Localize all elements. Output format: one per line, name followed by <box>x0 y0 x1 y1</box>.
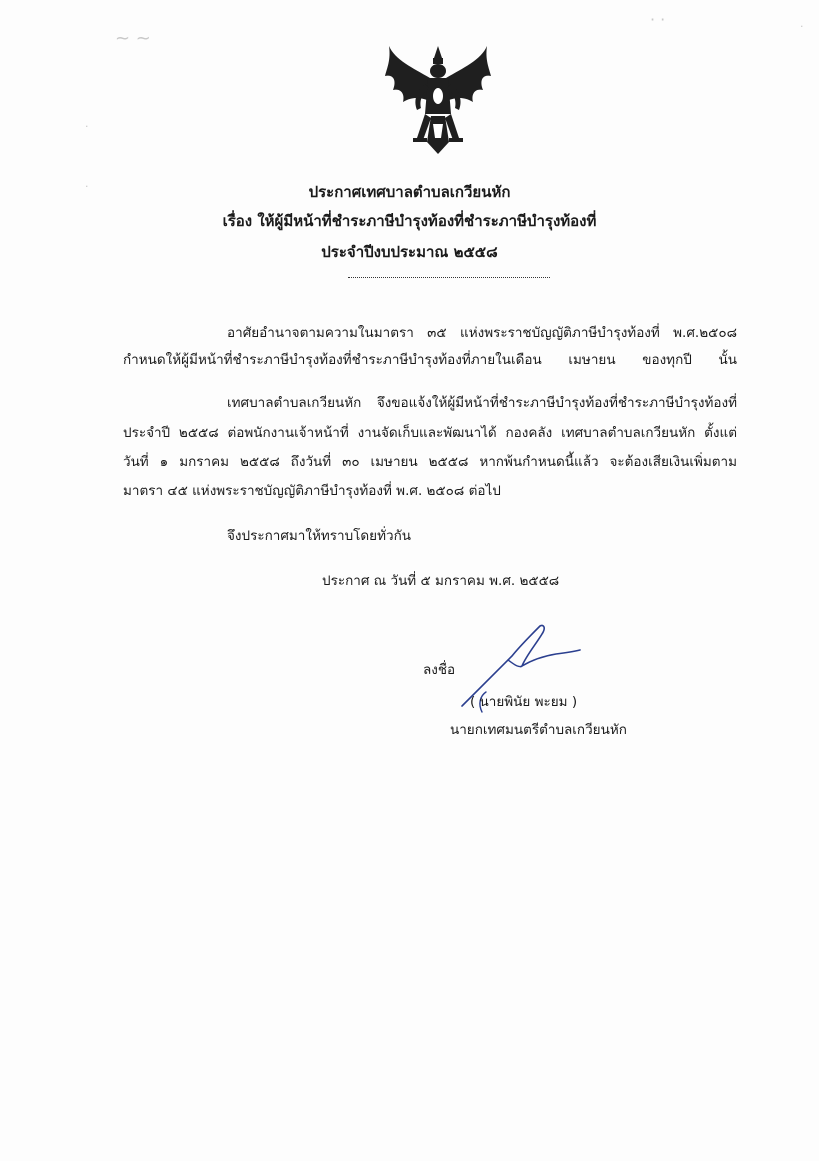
scan-artifact: · <box>800 20 804 33</box>
announcement-date: ประกาศ ณ วันที่ ๕ มกราคม พ.ศ. ๒๕๕๘ <box>322 573 560 589</box>
para2-line4: มาตรา ๔๕ แห่งพระราชบัญญัติภาษีบำรุงท้องที่ พ.ศ. ๒๕๐๘ ต่อไป <box>123 483 501 499</box>
scan-artifact: ~ ~ <box>115 28 151 49</box>
signatory-name: ( นายพินัย พะยม ) <box>470 694 578 710</box>
announcement-title: ประกาศเทศบาลตำบลเกวียนหัก <box>308 183 511 201</box>
scan-artifact: · <box>85 180 89 193</box>
para2-line2: ประจำปี ๒๕๕๘ ต่อพนักงานเจ้าหน้าที่ งานจัดเก็บและพัฒนาได้ กองคลัง เทศบาลตำบลเกวียนหัก ตั้งแต่ <box>123 425 737 441</box>
para2-line3: วันที่ ๑ มกราคม ๒๕๕๘ ถึงวันที่ ๓๐ เมษายน ๒๕๕๘ หากพ้นกำหนดนี้แล้ว จะต้องเสียเงินเพิ่มตาม <box>123 454 737 470</box>
para1-line2: กำหนดให้ผู้มีหน้าที่ชำระภาษีบำรุงท้องที่ชำระภาษีบำรุงท้องที่ภายในเดือน เมษายน ของทุกปี นั้น <box>123 352 737 368</box>
signatory-position: นายกเทศมนตรีตำบลเกวียนหัก <box>450 722 627 738</box>
separator-dotted-line <box>348 276 550 278</box>
announcement-subject: เรื่อง ให้ผู้มีหน้าที่ชำระภาษีบำรุงท้องที่ชำระภาษีบำรุงท้องที่ <box>222 212 597 230</box>
scan-artifact: · · <box>650 10 666 29</box>
signature-label: ลงชื่อ <box>423 662 456 678</box>
scan-artifact: · <box>85 120 89 133</box>
para1-line1: อาศัยอำนาจตามความในมาตรา ๓๕ แห่งพระราชบัญญัติภาษีบำรุงท้องที่ พ.ศ.๒๕๐๘ <box>227 325 737 341</box>
garuda-emblem <box>383 38 493 160</box>
fiscal-year-line: ประจำปีงบประมาณ ๒๕๕๘ <box>321 243 498 261</box>
para2-line1: เทศบาลตำบลเกวียนหัก จึงขอแจ้งให้ผู้มีหน้าที่ชำระภาษีบำรุงท้องที่ชำระภาษีบำรุงท้องที่ <box>227 395 737 411</box>
para3-text: จึงประกาศมาให้ทราบโดยทั่วกัน <box>227 528 411 544</box>
